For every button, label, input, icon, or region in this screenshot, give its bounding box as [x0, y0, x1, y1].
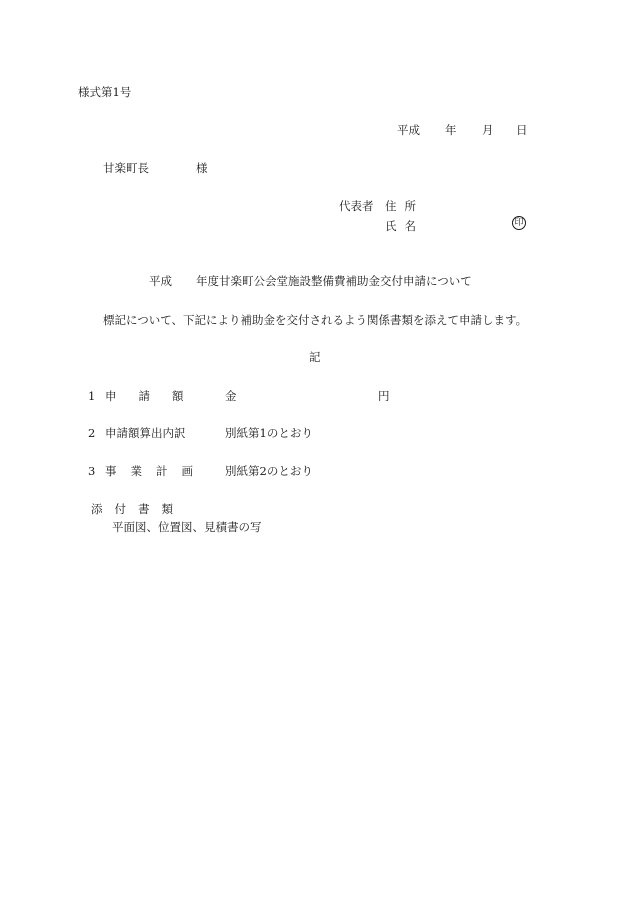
- item-value: 別紙第2のとおり: [225, 464, 313, 478]
- item-label: 申請額算出内訳: [105, 426, 186, 440]
- date-year: 年: [445, 123, 457, 137]
- subject-text: 年度甘楽町公会堂施設整備費補助金交付申請について: [196, 274, 472, 288]
- attachments-list: 平面図、位置図、見積書の写: [112, 520, 262, 534]
- ki-heading: 記: [309, 350, 321, 364]
- name-label: 氏名: [385, 219, 424, 233]
- body-text: 標記について、下記により補助金を交付されるよう関係書類を添えて申請します。: [103, 313, 528, 327]
- item-label: 申請額: [105, 389, 206, 403]
- recipient-title: 様: [196, 161, 208, 175]
- date-day: 日: [516, 123, 528, 137]
- item-unit: 円: [378, 389, 390, 403]
- date-era: 平成: [397, 123, 420, 137]
- form-number: 様式第1号: [78, 85, 132, 99]
- item-number: 2: [88, 426, 96, 440]
- item-value: 別紙第1のとおり: [225, 426, 313, 440]
- date-month: 月: [482, 123, 494, 137]
- representative-label: 代表者: [339, 199, 374, 213]
- item-number: 1: [88, 389, 96, 403]
- subject-era: 平成: [149, 274, 172, 288]
- item-value: 金: [225, 389, 237, 403]
- attachments-title: 添付書類: [91, 502, 185, 516]
- recipient-name: 甘楽町長: [103, 161, 149, 175]
- seal-mark: 印: [512, 216, 526, 230]
- item-number: 3: [88, 464, 96, 478]
- address-label: 住所: [385, 199, 424, 213]
- item-label: 事業計画: [105, 464, 207, 478]
